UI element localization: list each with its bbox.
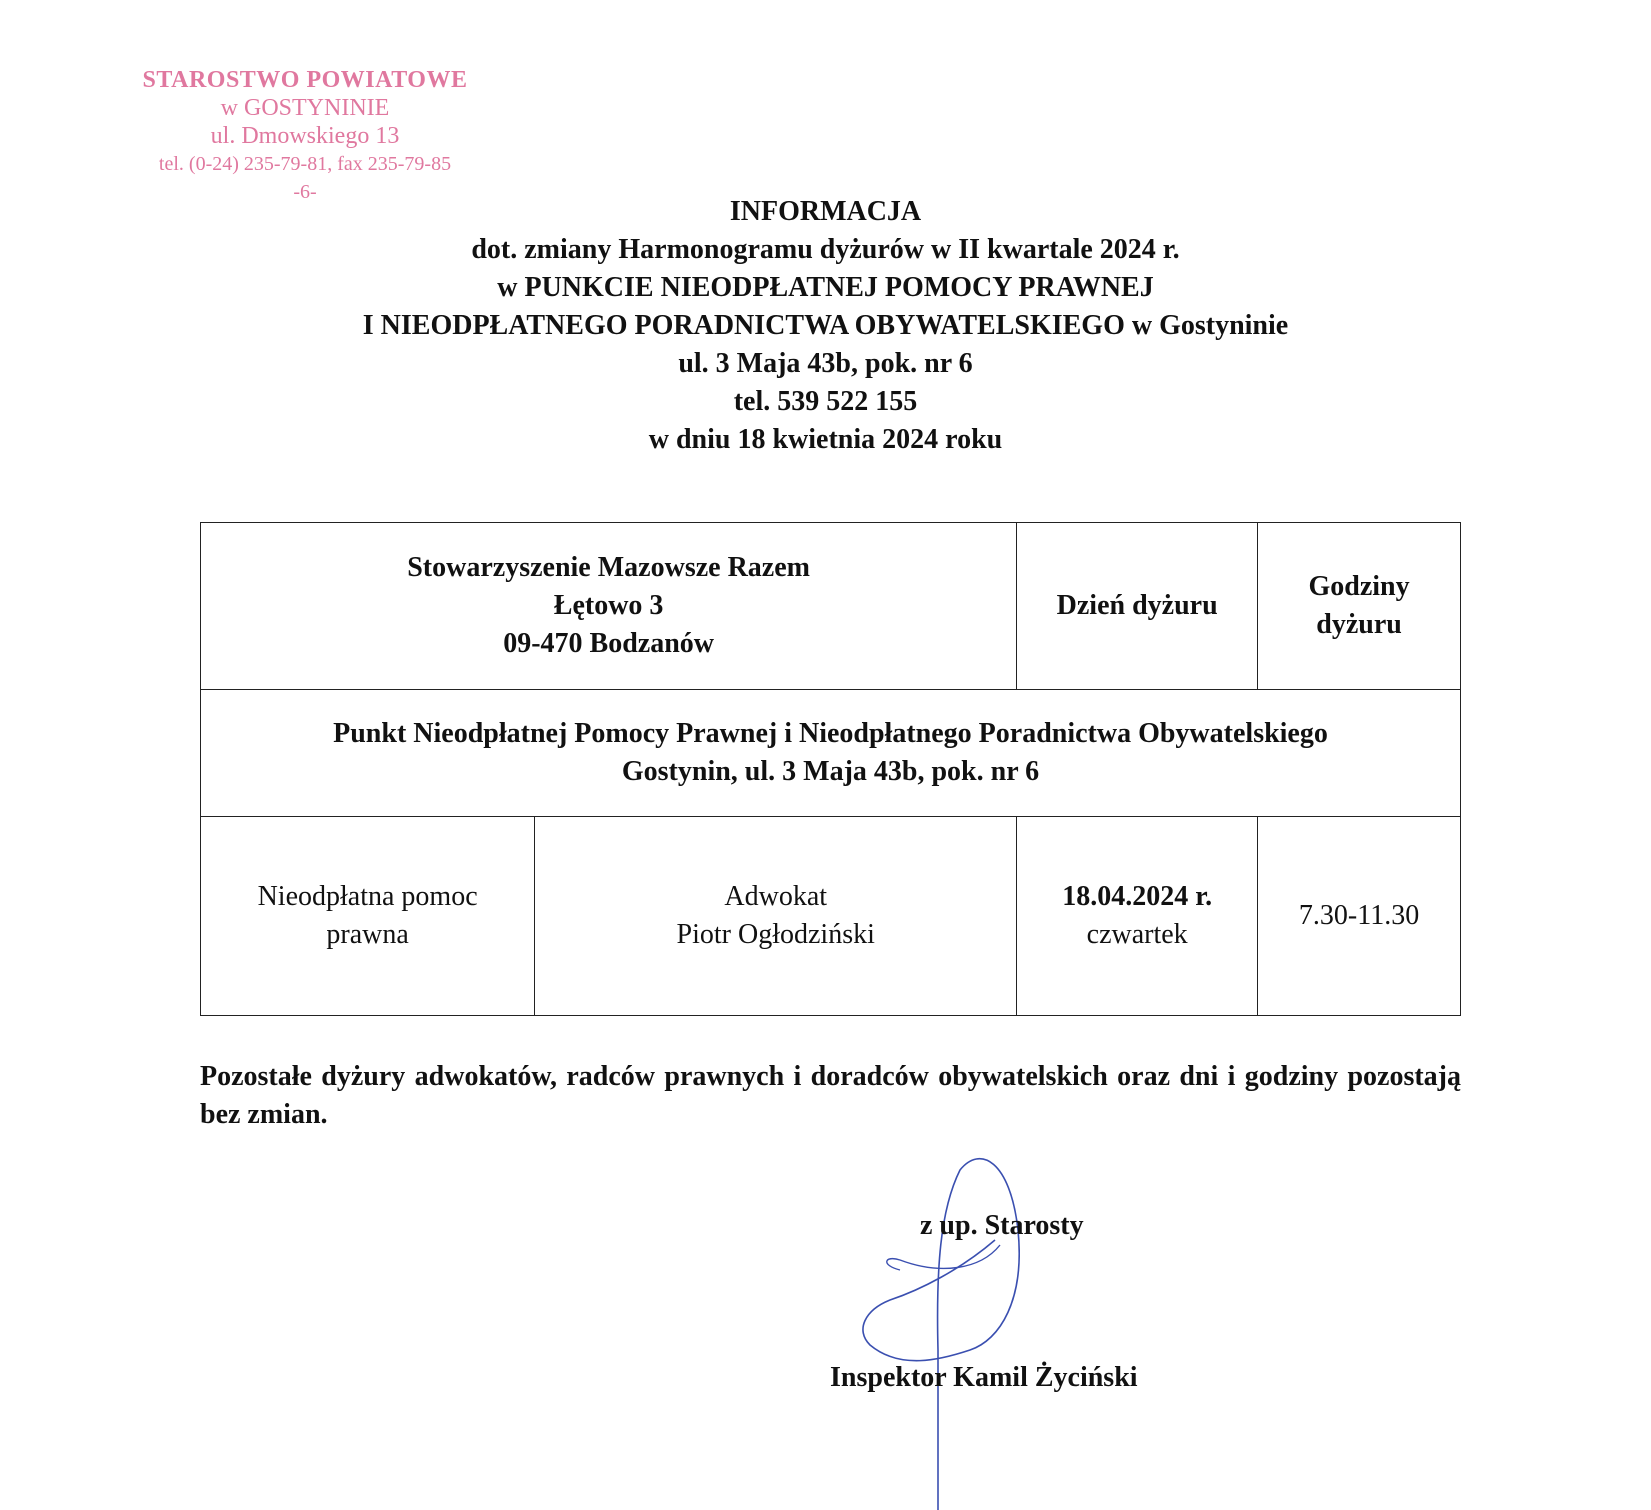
table-header-row [201, 523, 1461, 690]
header-line-2: w PUNKCIE NIEODPŁATNEJ POMOCY PRAWNEJ [497, 272, 1154, 303]
organization-city: 09-470 Bodzanów [503, 628, 714, 659]
header-line-5: tel. 539 522 155 [733, 386, 918, 417]
duty-weekday: czwartek [1086, 919, 1188, 950]
stamp-line-2: w GOSTYNINIE [220, 95, 390, 121]
document-title: INFORMACJA [729, 196, 922, 227]
column-header-hours [1258, 523, 1461, 690]
signatory-name: Inspektor Kamil Życiński [830, 1362, 1138, 1393]
organization-name: Stowarzyszenie Mazowsze Razem [407, 552, 810, 583]
lawyer-role: Adwokat [724, 881, 828, 912]
location-line-1: Punkt Nieodpłatnej Pomocy Prawnej i Nieodpłatnego Poradnictwa Obywatelskiego [333, 718, 1328, 749]
document-header [0, 193, 1651, 459]
column-header-day: Dzień dyżuru [1017, 523, 1258, 690]
header-line-4: ul. 3 Maja 43b, pok. nr 6 [678, 348, 973, 379]
organization-cell [201, 523, 1017, 690]
duty-date: 18.04.2024 r. [1062, 881, 1213, 912]
closing-note: Pozostałe dyżury adwokatów, radców prawnych i doradców obywatelskich oraz dni i godziny pozostają bez zmian. [200, 1061, 1461, 1130]
location-row [201, 690, 1461, 817]
stamp-line-5: -6- [293, 181, 317, 203]
schedule-table [200, 522, 1461, 1016]
column-header-hours-line-2: dyżuru [1316, 609, 1402, 640]
column-header-hours-line-1: Godziny [1308, 571, 1410, 602]
hours-cell: 7.30-11.30 [1258, 817, 1461, 1016]
header-line-3: I NIEODPŁATNEGO PORADNICTWA OBYWATELSKIEGO w Gostyninie [362, 310, 1289, 341]
lawyer-name: Piotr Ogłodziński [676, 919, 875, 950]
service-type-line-1: Nieodpłatna pomoc [257, 881, 478, 912]
stamp-line-4: tel. (0-24) 235-79-81, fax 235-79-85 [158, 153, 452, 175]
signature-authority: z up. Starosty [920, 1210, 1084, 1241]
service-type-line-2: prawna [326, 919, 409, 950]
header-line-1: dot. zmiany Harmonogramu dyżurów w II kwartale 2024 r. [471, 234, 1180, 265]
service-type-cell [201, 817, 535, 1016]
handwritten-signature [860, 1150, 1020, 1510]
stamp-line-1: STAROSTWO POWIATOWE [142, 67, 468, 93]
stamp-line-3: ul. Dmowskiego 13 [210, 123, 400, 149]
date-cell [1017, 817, 1258, 1016]
location-cell [201, 690, 1461, 817]
table-row [201, 817, 1461, 1016]
office-stamp [110, 66, 500, 206]
header-line-6: w dniu 18 kwietnia 2024 roku [648, 424, 1003, 455]
location-line-2: Gostynin, ul. 3 Maja 43b, pok. nr 6 [621, 756, 1040, 787]
organization-street: Łętowo 3 [553, 590, 664, 621]
lawyer-cell [535, 817, 1017, 1016]
